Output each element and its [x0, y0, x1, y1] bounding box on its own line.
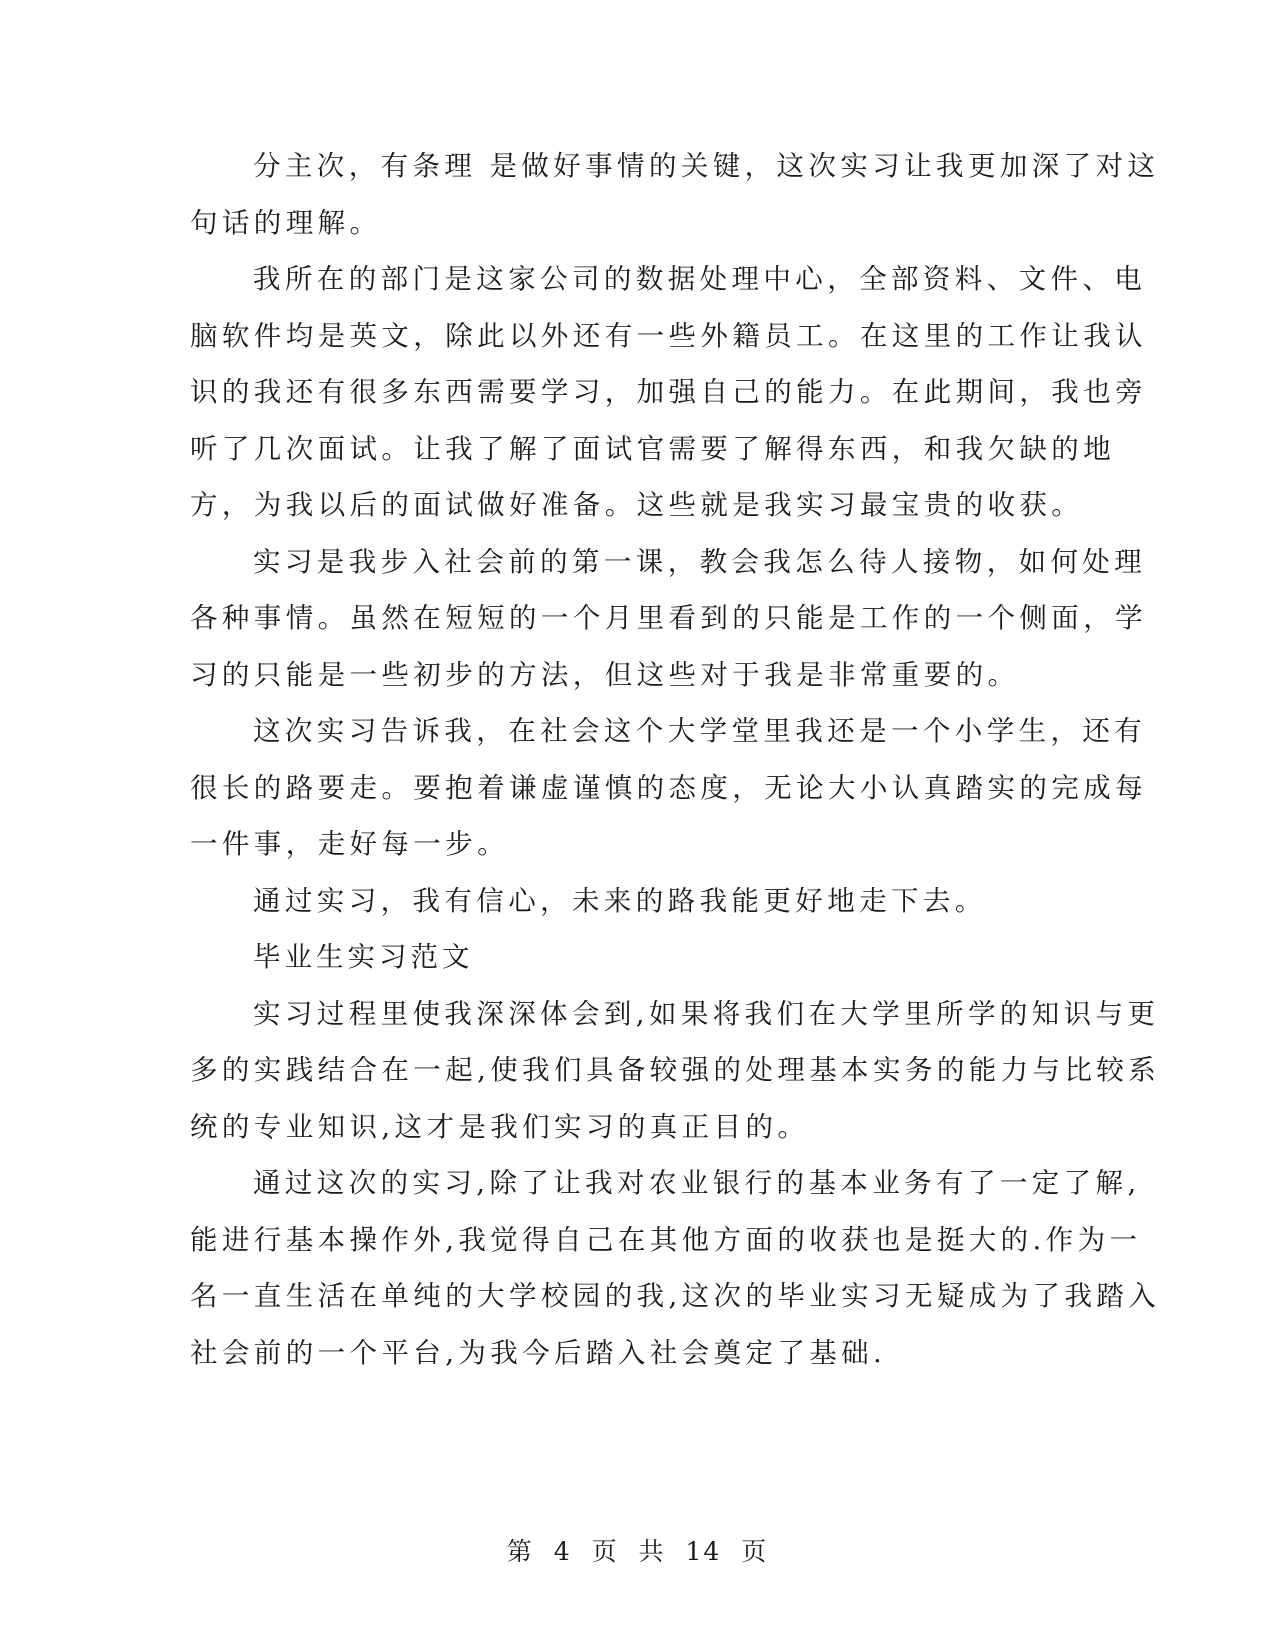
paragraph-line: 通过这次的实习,除了让我对农业银行的基本业务有了一定了解,	[253, 1167, 1141, 1199]
paragraph-line: 分主次，有条理 是做好事情的关键，这次实习让我更加深了对这	[253, 150, 1160, 182]
paragraph-line: 一件事，走好每一步。	[190, 828, 509, 860]
paragraph-4	[190, 703, 1147, 873]
paragraph-5	[190, 873, 1085, 930]
paragraph-7	[190, 986, 1161, 1156]
paragraph-line: 方，为我以后的面试做好准备。这些就是我实习最宝贵的收获。	[190, 489, 1084, 521]
paragraph-line: 名一直生活在单纯的大学校园的我,这次的毕业实习无疑成为了我踏入	[190, 1280, 1161, 1312]
paragraph-line: 习的只能是一些初步的方法，但这些对于我是非常重要的。	[190, 658, 1020, 691]
paragraph-line: 实习过程里使我深深体会到,如果将我们在大学里所学的知识与更	[253, 997, 1160, 1030]
paragraph-line: 实习是我步入社会前的第一课，教会我怎么待人接物，如何处理	[253, 545, 1147, 578]
paragraph-line: 识的我还有很多东西需要学习，加强自己的能力。在此期间，我也旁	[190, 376, 1147, 408]
document-body	[190, 138, 1161, 1381]
paragraph-line: 听了几次面试。让我了解了面试官需要了解得东西，和我欠缺的地	[190, 432, 1116, 465]
section-heading	[190, 929, 1085, 986]
paragraph-line: 各种事情。虽然在短短的一个月里看到的只能是工作的一个侧面，学	[190, 602, 1147, 634]
paragraph-line: 社会前的一个平台,为我今后踏入社会奠定了基础.	[190, 1336, 887, 1369]
paragraph-2	[190, 251, 1147, 534]
paragraph-line: 我所在的部门是这家公司的数据处理中心，全部资料、文件、电	[253, 263, 1147, 295]
paragraph-line: 这次实习告诉我，在社会这个大学堂里我还是一个小学生，还有	[253, 715, 1147, 747]
paragraph-line: 很长的路要走。要抱着谦虚谨慎的态度，无论大小认真踏实的完成每	[190, 771, 1147, 804]
paragraph-3	[190, 534, 1147, 704]
paragraph-line: 通过实习，我有信心，未来的路我能更好地走下去。	[253, 884, 987, 917]
paragraph-line: 统的专业知识,这才是我们实习的真正目的。	[190, 1110, 810, 1143]
paragraph-8	[190, 1155, 1161, 1381]
paragraph-line: 多的实践结合在一起,使我们具备较强的处理基本实务的能力与比较系	[190, 1054, 1161, 1086]
paragraph-line: 脑软件均是英文，除此以外还有一些外籍员工。在这里的工作让我认	[190, 319, 1147, 352]
paragraph-line: 句话的理解。	[190, 206, 382, 239]
paragraph-line: 能进行基本操作外,我觉得自己在其他方面的收获也是挺大的.作为一	[190, 1223, 1142, 1256]
section-heading-text: 毕业生实习范文	[253, 941, 474, 973]
paragraph-1	[190, 138, 1160, 251]
page-number-footer: 第 4 页 共 14 页	[506, 1537, 769, 1566]
